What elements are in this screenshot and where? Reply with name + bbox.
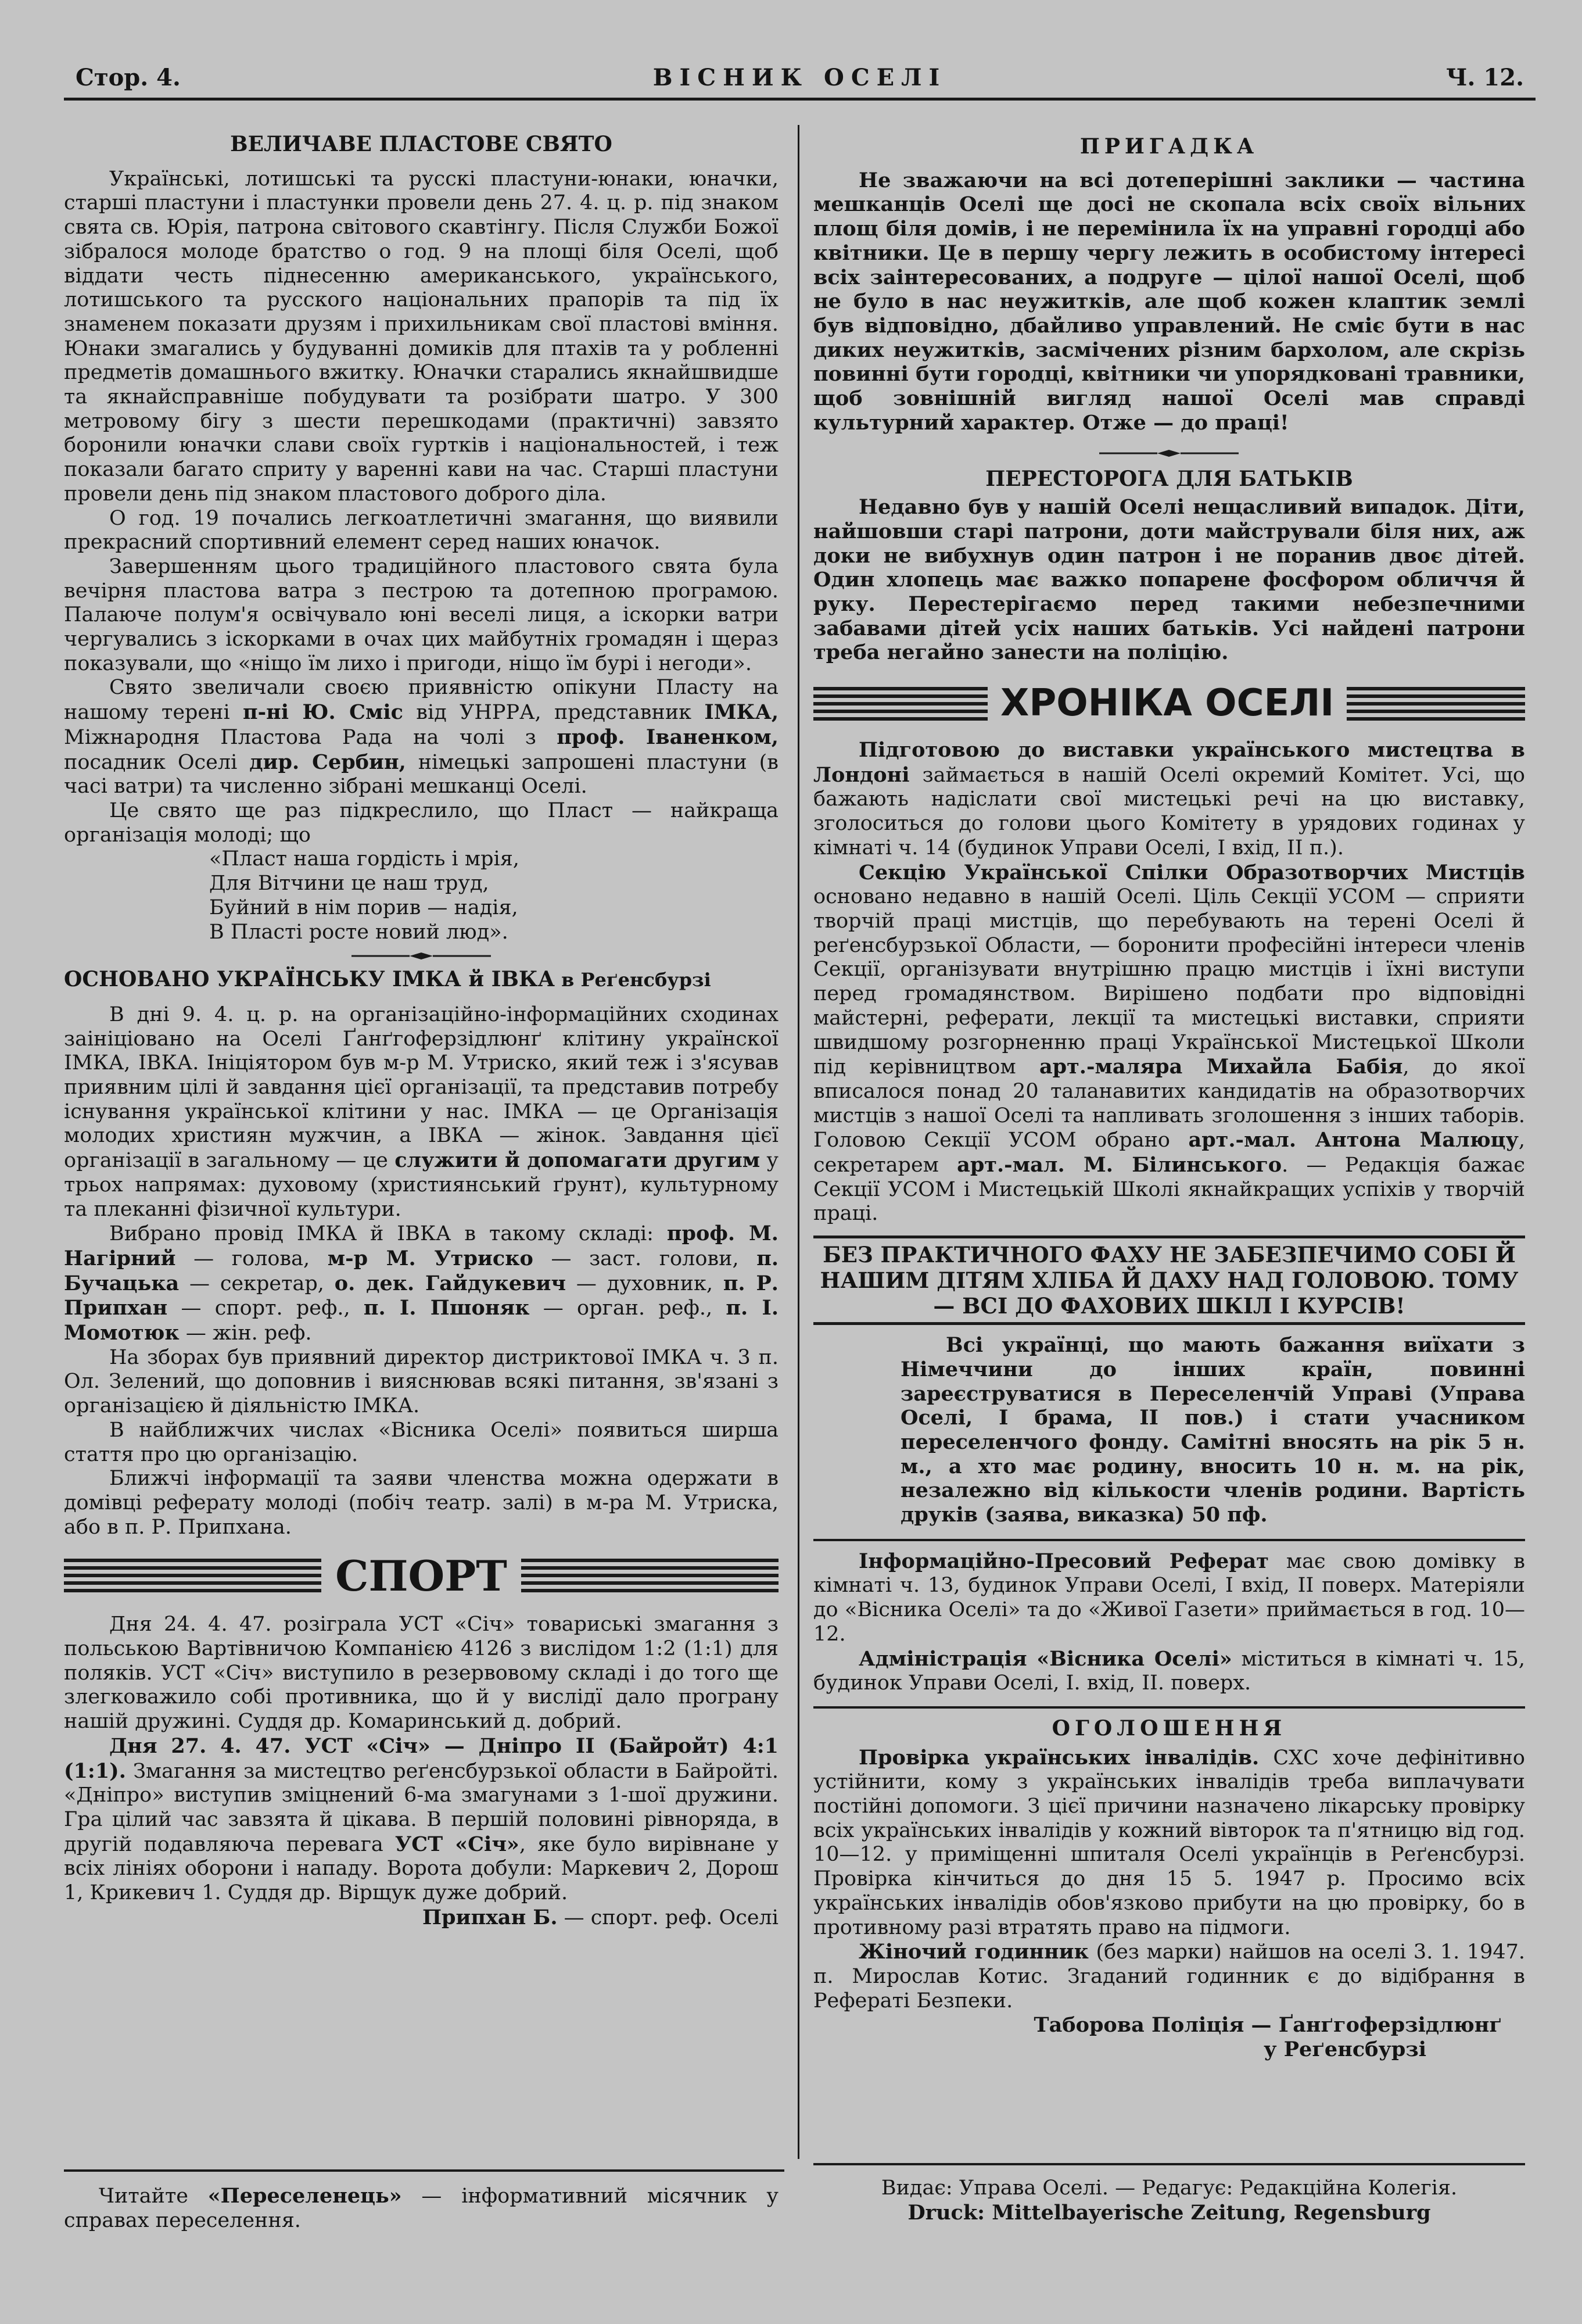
ads-signature: у Реґенсбурзі [1264,2037,1426,2062]
right-column [813,135,1525,2062]
issue-number: Ч. 12. [1446,64,1524,91]
sport-signature: Припхан Б. — спорт. реф. Оселі [422,1905,779,1929]
poem-line: В Пласті росте новий люд». [209,920,508,944]
imka-paragraph: В дні 9. 4. ц. р. на організаційно-інформаційних сходинах заініціовано на Оселі Ґанґгоферзідлюнґ клітину українскої ІМКА, ІВКА. Ініціятором був м-р М. Утриско, який теж і з'ясував приявним цілі й завдання цієї організації, та представив потребу існування української клітини у нас. ІМКА — це Організація молодих християн мужчин, а ІВКА — жінок. Завдання цієї організації в загальному — це служити й допомагати другим у трьох напрямах: духовому (християнський ґрунт), культурному та плеканні фізичної культури. [64,1002,779,1221]
plast-headline: ВЕЛИЧАВЕ ПЛАСТОВЕ СВЯТО [230,132,612,156]
ads-paragraph: Жіночий годинник (без марки) найшов на оселі 3. 1. 1947. п. Мирослав Котис. Згаданий годинник є до відібрання в Рефераті Безпеки. [813,1940,1526,2013]
column-divider [798,125,799,2159]
section-divider [813,435,1525,467]
ads-paragraph: Провірка українських інвалідів. СХС хоче дефінітивно устійнити, кому з українських інвалідів треба виплачувати постійні допомоги. З цієї причини назначено лікарську провірку всіх українських інвалідів у кожний вівторок та п'ятницю від год. 10—12. у приміщенні шпиталя Оселі українців в Реґенсбурзі. Провірка кінчиться до дня 15 5. 1947 р. Просимо всіх українських інвалідів обов'язково прибути на цю провірку, бо в противному разі втратять право на підмоги. [813,1745,1525,1939]
footer-left-note: Читайте «Переселенець» — інформативний місячник у справах переселення. [64,2184,779,2232]
ads-signature: Таборова Поліція — Ґанґгоферзідлюнґ [1034,2013,1502,2037]
plast-paragraph: О год. 19 почались легкоатлетичні змагання, що виявили прекрасний спортивний елемент серед наших юначок. [64,506,779,554]
ads-headline: ОГОЛОШЕННЯ [1052,1716,1287,1741]
imka-paragraph: На зборах був приявний директор дистриктової ІМКА ч. 3 п. Ол. Зелений, що доповнив і вияснював всякі питання, зв'язані з організацією й діяльністю ІМКА. [64,1345,779,1418]
sport-banner [64,1552,779,1599]
reminder-text: Не зважаючи на всі дотеперішні заклики — частина мешканців Оселі ще досі не скопала всіх своїх вільних площ біля домів, і не перемінила їх на управні городці або квітники. Це в першу чергу лежить в особистому інтересі всіх заінтересованих, а подруге — цілої нашої Оселі, щоб не було в нас неужитків, але щоб кожен клаптик землі був відповідно, дбайливо управлений. Не сміє бути в нас диких неужитків, засмічених різним бархолом, але скрізь повинні бути городці, квітники чи упорядковані травники, щоб зовнішній вигляд нашої Оселі мав справді культурний характер. Отже — до праці! [813,168,1525,435]
plast-paragraph: Свято звеличали своєю приявністю опікуни Пласту на нашому терені п-ні Ю. Сміс від УНРРА, представник ІМКА, Міжнародня Пластова Рада на чолі з проф. Іваненком, посадник Оселі дир. Сербин, німецькі запрошені пластуни (в часі ватри) та численно зібрані мешканці Оселі. [64,676,779,798]
emigration-notice: Всі українці, що мають бажання виїхати з Німеччини до інших країн, повинні зареєструватися в Переселенчій Управі (Управа Оселі, І брама, ІІ пов.) і стати учасником переселенчого фонду. Самітні вносять на рік 5 н. м., а хто має родину, вносить 10 н. м. на рік, незалежно від кількости членів родини. Вартість друків (заява, виказка) 50 пф. [901,1333,1525,1527]
banner-stripes [813,687,988,721]
chronicle-paragraph: Секцію Української Спілки Образотворчих Мистців основано недавно в нашій Оселі. Ціль Секції УСОМ — сприяти творчій праці мистців, що перебувають на терені Оселі й реґенсбурзької Области, — боронити професійні інтереси членів Секції, організувати внутрішню працю мистців і їхні виступи перед громадянством. Вирішено подбати про відповідні майстерні, реферати, лекції та мистецькі виставки, сприяти швидшому розгорненню праці Української Мистецької Школи під керівництвом арт.-маляра Михайла Бабія, до якої вписалося понад 20 таланавитих кандидатів на образотворчих мистців з нашої Оселі та напливать зголошення з інших таборів. Головою Секції УСОМ обрано арт.-мал. Антона Малюцу, секретарем арт.-мал. М. Білинського. — Редакція бажає Секції УСОМ і Мистецькій Школі якнайкращих успіхів у творчій праці. [813,860,1525,1226]
info-paragraph: Інформаційно-Пресовий Реферат має свою домівку в кімнаті ч. 13, будинок Управи Оселі, І вхід, ІІ поверх. Матеріяли до «Вісника Оселі» та до «Живої Газети» приймається в год. 10—12. [813,1549,1525,1646]
reminder-headline: ПРИГАДКА [1079,134,1259,159]
plast-paragraph: Це свято ще раз підкреслило, що Пласт — найкраща організація молоді; що [64,798,779,847]
chronicle-paragraph: Підготовою до виставки українського мистецтва в Лондоні займається в нашій Оселі окремий Комітет. Усі, що бажають надіслати свої мистецькі речі на цю виставку, зголоситься до голови цього Комітету в урядових годинах у кімнаті ч. 14 (будинок Управи Оселі, І вхід, ІІ п.). [813,738,1525,860]
poem-line: Буйний в нім порив — надія, [209,896,518,919]
slogan-box [813,1236,1525,1325]
banner-stripes [64,1559,321,1592]
imka-headline: ОСНОВАНО УКРАЇНСЬКУ ІМКА й ІВКА в Реґенсбурзі [64,967,711,992]
info-paragraph: Адміністрація «Вісника Оселі» міститься в кімнаті ч. 15, будинок Управи Оселі, І. вхід, ІІ. поверх. [813,1646,1525,1695]
imprint-line: Видає: Управа Оселі. — Редагує: Редакційна Колегія. [881,2176,1458,2200]
plast-paragraph: Українські, лотишські та русскі пластуни-юнаки, юначки, старші пластуни і пластунки провели день 27. 4. ц. р. під знаком свята св. Юрія, патрона світового скавтінгу. Після Служби Божої зібралося молоде братство о год. 9 на площі біля Оселі, щоб віддати честь піднесенню американського, українського, лотишського та русского національних прапорів та під їх знаменем показати друзям і прихильникам свої пластові вміння. Юнаки змагались у будуванні домиків для птахів та у робленні предметів домашнього вжитку. Юначки старались якнайшвидше та якнайсправніше побудувати та розібрати шатро. У 300 метровому бігу з шести перешкодами (практичні) завзято боронили юначки слави своїх гуртків і національностей, і теж показали багато сприту у варенні кави на час. Старші пластуни провели день під знаком пластового доброго діла. [64,167,779,506]
banner-stripes [1347,687,1525,721]
imka-paragraph: В найближчих числах «Вісника Оселі» появиться ширша стаття про цю організацію. [64,1418,779,1466]
imka-paragraph: Вибрано провід ІМКА й ІВКА в такому складі: проф. М. Нагірний — голова, м-р М. Утриско — заст. голови, п. Бучацька — секретар, о. дек. Гайдукевич — духовник, п. Р. Припхан — спорт. реф., п. І. Пшоняк — орган. реф., п. І. Момотюк — жін. реф. [64,1222,779,1345]
imprint-rule [813,2163,1525,2165]
sport-headline: СПОРТ [335,1550,507,1600]
imka-paragraph: Ближчі інформації та заяви членства можна одержати в домівці реферату молоді (побіч театр. залі) в м-ра М. Утриска, або в п. Р. Припхана. [64,1467,779,1539]
chronicle-headline: ХРОНІКА ОСЕЛІ [1000,682,1335,725]
emigration-rule [813,1539,1525,1541]
poem-line: «Пласт наша гордість і мрія, [209,847,519,871]
newspaper-title: ВІСНИК ОСЕЛІ [652,64,947,91]
left-column [64,133,779,1931]
warning-text: Недавно був у нашій Оселі нещасливий випадок. Діти, найшовши старі патрони, доти майстрували біля них, аж доки не вибухнув один патрон і не поранив двоє дітей. Один хлопець має важко попарене фосфором обличчя й руку. Перестерігаємо перед такими небезпечними забавами дітей усіх наших батьків. Усі найдені патрони треба негайно занести на поліцію. [813,495,1525,665]
banner-stripes [521,1559,779,1592]
plast-poem [209,847,779,944]
sport-paragraph: Дня 24. 4. 47. розіграла УСТ «Січ» товариські змагання з польською Вартівничою Компанією 4126 з вислідом 1:2 (1:1) для поляків. УСТ «Січ» виступило в резервовому складі і до того ще злегковажило собі противника, що й у вислідї дало програну нашій дружині. Суддя др. Комаринський д. добрий. [64,1613,779,1734]
warning-headline: ПЕРЕСТОРОГА ДЛЯ БАТЬКІВ [985,467,1353,492]
slogan-text: БЕЗ ПРАКТИЧНОГО ФАХУ НЕ ЗАБЕЗПЕЧИМО СОБІ Й НАШИМ ДІТЯМ ХЛІБА Й ДАХУ НАД ГОЛОВОЮ. ТОМУ — ВСІ ДО ФАХОВИХ ШКІЛ І КУРСІВ! [820,1242,1519,1319]
sport-paragraph: Дня 27. 4. 47. УСТ «Січ» — Дніпро II (Байройт) 4:1 (1:1). Змагання за мистецтво реґенсбурзької области в Байройті. «Дніпро» виступив зміцнений 6-ма змагунами з 1-шої дружини. Гра цілий час завзята й цікава. В першій половині рівноряда, в другій подавляюча перевага УСТ «Січ», яке було вирівнане у всіх лініях оборони і нападу. Ворота добули: Маркевич 2, Дорош 1, Крикевич 1. Суддя др. Вірщук дуже добрий. [64,1734,779,1905]
footer-rule-left [64,2169,784,2172]
poem-line: Для Вітчини це наш труд, [209,872,489,896]
masthead-rule [64,98,1536,101]
imprint [813,2176,1525,2225]
chronicle-banner [813,679,1525,729]
imprint-line: Druck: Mittelbayerische Zeitung, Regensburg [907,2200,1431,2225]
page-number: Стор. 4. [76,64,181,91]
ads-rule [813,1706,1525,1709]
section-divider [64,944,779,968]
plast-paragraph: Завершенням цього традиційного пластового свята була вечірня пластова ватра з пестрою та дотепною програмою. Палаюче полум'я освічувало юні веселі лиця, а іскорки ватри чергувались з іскорками в очах цих майбутніх громадян і щераз показували, що «ніщо їм лихо і пригоди, ніщо їм бурі і негоди». [64,554,779,675]
